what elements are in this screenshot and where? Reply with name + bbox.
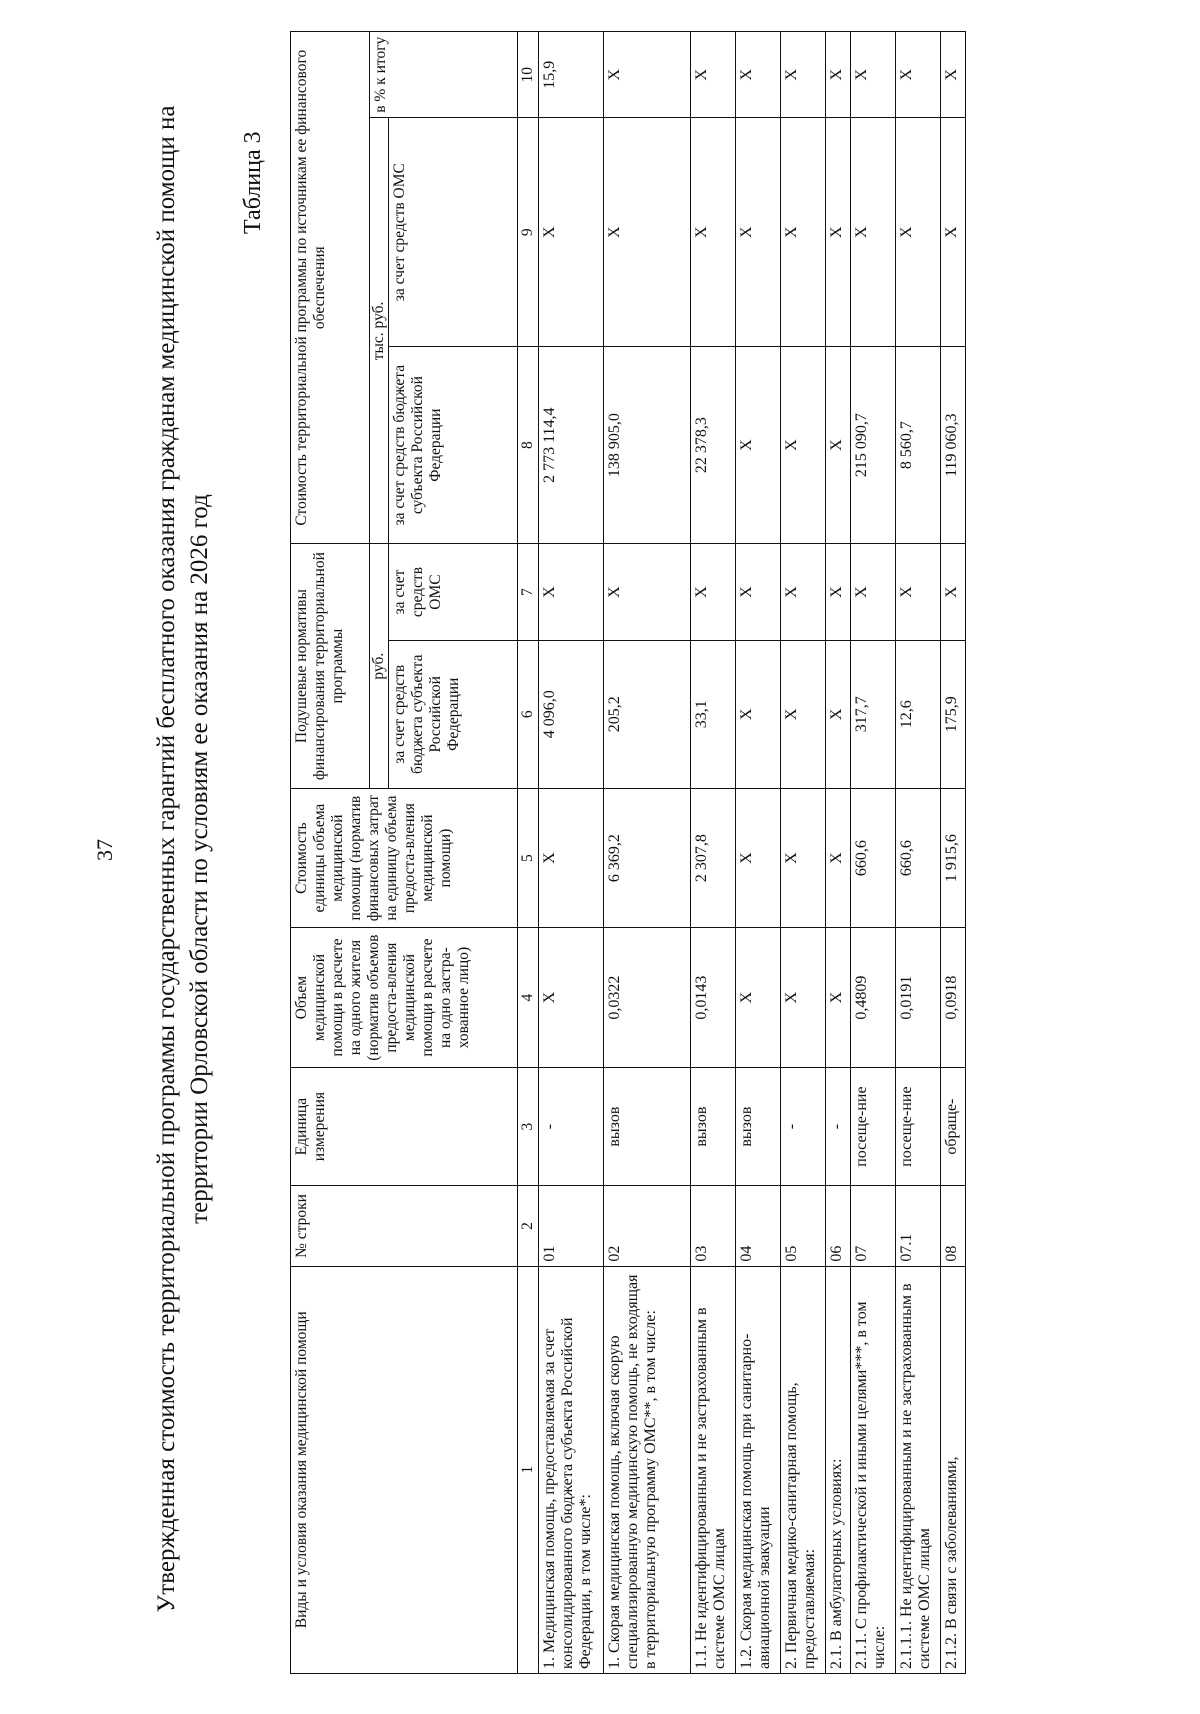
cell-norm-budget: 317,7	[851, 640, 896, 788]
cell-line: 07	[851, 1186, 896, 1266]
cell-percent: X	[604, 32, 691, 118]
cell-unit: обраще-	[941, 1067, 966, 1186]
column-number-row	[518, 32, 539, 1674]
table-row	[736, 32, 781, 1674]
header-col4: Объем медицинской помощи в расчете на одного жителя (норматив объемов предоста-вления медицинской помощи в расчете на одно застра-хованное лицо)	[291, 928, 518, 1068]
cell-unit-cost: 660,6	[851, 788, 896, 928]
column-number: 7	[518, 544, 539, 640]
cell-norm-oms: X	[896, 544, 941, 640]
cell-volume: X	[736, 928, 781, 1068]
column-number: 3	[518, 1067, 539, 1186]
cell-norm-budget: 12,6	[896, 640, 941, 788]
cell-norm-budget: 4 096,0	[539, 640, 604, 788]
column-number: 10	[518, 32, 539, 118]
column-number: 9	[518, 118, 539, 346]
cell-line: 01	[539, 1186, 604, 1266]
cell-percent: X	[781, 32, 826, 118]
cell-cost-oms: X	[781, 118, 826, 346]
table-row	[539, 32, 604, 1674]
header-col7: за счет средств ОМС	[389, 544, 518, 640]
column-number: 2	[518, 1186, 539, 1266]
cell-unit: посеще-ние	[896, 1067, 941, 1186]
cell-cost-oms: X	[941, 118, 966, 346]
column-number: 6	[518, 640, 539, 788]
cell-norm-budget: 205,2	[604, 640, 691, 788]
cell-unit: вызов	[691, 1067, 736, 1186]
cell-volume: X	[539, 928, 604, 1068]
cell-norm-budget: 33,1	[691, 640, 736, 788]
cell-line: 05	[781, 1186, 826, 1266]
table-body	[539, 32, 966, 1674]
cell-cost-oms: X	[896, 118, 941, 346]
cell-name: 2.1.1. С профилактической и иными целями***, в том числе:	[851, 1266, 896, 1673]
cell-cost-budget: 2 773 114,4	[539, 346, 604, 544]
cell-norm-oms: X	[826, 544, 851, 640]
cell-cost-budget: 22 378,3	[691, 346, 736, 544]
cell-unit-cost: X	[539, 788, 604, 928]
header-col9: за счет средств ОМС	[389, 118, 518, 346]
cell-norm-oms: X	[736, 544, 781, 640]
table-row	[781, 32, 826, 1674]
cell-name: 1. Медицинская помощь, предоставляемая за счет консолидированного бюджета субъекта Российской Федерации, в том числе*:	[539, 1266, 604, 1673]
table-label: Таблица 3	[240, 131, 266, 234]
cell-cost-budget: 138 905,0	[604, 346, 691, 544]
cell-norm-budget: X	[826, 640, 851, 788]
column-number: 5	[518, 788, 539, 928]
cell-norm-budget: X	[736, 640, 781, 788]
cell-unit: -	[781, 1067, 826, 1186]
cell-name: 2.1.1.1. Не идентифицированным и не застрахованным в системе ОМС лицам	[896, 1266, 941, 1673]
cell-unit-cost: X	[781, 788, 826, 928]
cell-cost-oms: X	[539, 118, 604, 346]
header-group-cost: Стоимость территориальной программы по источникам ее финансового обеспечения	[291, 32, 370, 544]
header-unit-thous: тыс. руб.	[370, 118, 389, 544]
cell-cost-oms: X	[691, 118, 736, 346]
column-number: 1	[518, 1266, 539, 1673]
cell-volume: 0,0918	[941, 928, 966, 1068]
cell-percent: 15,9	[539, 32, 604, 118]
header-row-1	[291, 32, 370, 1674]
cell-cost-budget: 215 090,7	[851, 346, 896, 544]
cell-volume: 0,0322	[604, 928, 691, 1068]
cell-percent: X	[941, 32, 966, 118]
document-title: Утвержденная стоимость территориальной программы государственных гарантий бесплатного оказания гражданам медицинской помощи на территории Орловской области по условиям ее оказания на 2026 год	[153, 105, 213, 1613]
cell-cost-budget: X	[826, 346, 851, 544]
header-col10: в % к итогу	[370, 32, 518, 118]
table-row	[851, 32, 896, 1674]
cell-cost-budget: X	[736, 346, 781, 544]
cell-line: 07.1	[896, 1186, 941, 1266]
cell-line: 03	[691, 1186, 736, 1266]
cell-unit-cost: 2 307,8	[691, 788, 736, 928]
cell-unit: -	[826, 1067, 851, 1186]
cell-unit: вызов	[604, 1067, 691, 1186]
cell-name: 1.2. Скорая медицинская помощь при санитарно-авиационной эвакуации	[736, 1266, 781, 1673]
cell-unit-cost: 1 915,6	[941, 788, 966, 928]
header-col8: за счет средств бюджета субъекта Российской Федерации	[389, 346, 518, 544]
cell-percent: X	[826, 32, 851, 118]
cell-norm-budget: X	[781, 640, 826, 788]
cell-unit: вызов	[736, 1067, 781, 1186]
cell-line: 06	[826, 1186, 851, 1266]
cell-line: 02	[604, 1186, 691, 1266]
cell-volume: 0,0143	[691, 928, 736, 1068]
cell-line: 04	[736, 1186, 781, 1266]
header-col5: Стоимость единицы объема медицинской помощи (норматив финансовых затрат на единицу объема предоста-вления медицинской помощи)	[291, 788, 518, 928]
column-number: 8	[518, 346, 539, 544]
table-row	[826, 32, 851, 1674]
cell-norm-oms: X	[781, 544, 826, 640]
header-col1: Виды и условия оказания медицинской помощи	[291, 1266, 518, 1673]
header-col2: № строки	[291, 1186, 518, 1266]
cell-percent: X	[736, 32, 781, 118]
cell-name: 2.1. В амбулаторных условиях:	[826, 1266, 851, 1673]
cell-percent: X	[896, 32, 941, 118]
cell-cost-budget: X	[781, 346, 826, 544]
cell-norm-oms: X	[941, 544, 966, 640]
cell-name: 1. Скорая медицинская помощь, включая скорую специализированную медицинскую помощь, не входящая в территориальную программу ОМС**, в том числе:	[604, 1266, 691, 1673]
cell-cost-oms: X	[826, 118, 851, 346]
header-col3: Единица измерения	[291, 1067, 518, 1186]
table-row	[604, 32, 691, 1674]
cell-percent: X	[691, 32, 736, 118]
cell-norm-oms: X	[539, 544, 604, 640]
cell-volume: X	[781, 928, 826, 1068]
cell-cost-budget: 119 060,3	[941, 346, 966, 544]
cell-volume: 0,4809	[851, 928, 896, 1068]
cell-cost-oms: X	[604, 118, 691, 346]
cell-unit-cost: 660,6	[896, 788, 941, 928]
table-row	[941, 32, 966, 1674]
cell-volume: X	[826, 928, 851, 1068]
cell-volume: 0,0191	[896, 928, 941, 1068]
cell-norm-budget: 175,9	[941, 640, 966, 788]
cost-table	[290, 31, 966, 1674]
table-row	[691, 32, 736, 1674]
cell-name: 2. Первичная медико-санитарная помощь, предоставляемая:	[781, 1266, 826, 1673]
cell-norm-oms: X	[851, 544, 896, 640]
header-unit-rub: руб.	[370, 544, 389, 788]
header-group-norms: Подушевые нормативы финансирования территориальной программы	[291, 544, 370, 788]
cell-line: 08	[941, 1186, 966, 1266]
cell-unit-cost: X	[736, 788, 781, 928]
cell-cost-budget: 8 560,7	[896, 346, 941, 544]
cell-unit-cost: X	[826, 788, 851, 928]
cell-unit-cost: 6 369,2	[604, 788, 691, 928]
cell-norm-oms: X	[691, 544, 736, 640]
cell-cost-oms: X	[736, 118, 781, 346]
header-col6: за счет средств бюджета субъекта Российской Федерации	[389, 640, 518, 788]
cell-unit: посеще-ние	[851, 1067, 896, 1186]
cell-norm-oms: X	[604, 544, 691, 640]
cell-cost-oms: X	[851, 118, 896, 346]
cell-name: 2.1.2. В связи с заболеваниями,	[941, 1266, 966, 1673]
column-number: 4	[518, 928, 539, 1068]
cell-unit: -	[539, 1067, 604, 1186]
table-row	[896, 32, 941, 1674]
cell-name: 1.1. Не идентифицированным и не застрахованным в системе ОМС лицам	[691, 1266, 736, 1673]
page-number: 37	[92, 839, 117, 861]
cell-percent: X	[851, 32, 896, 118]
